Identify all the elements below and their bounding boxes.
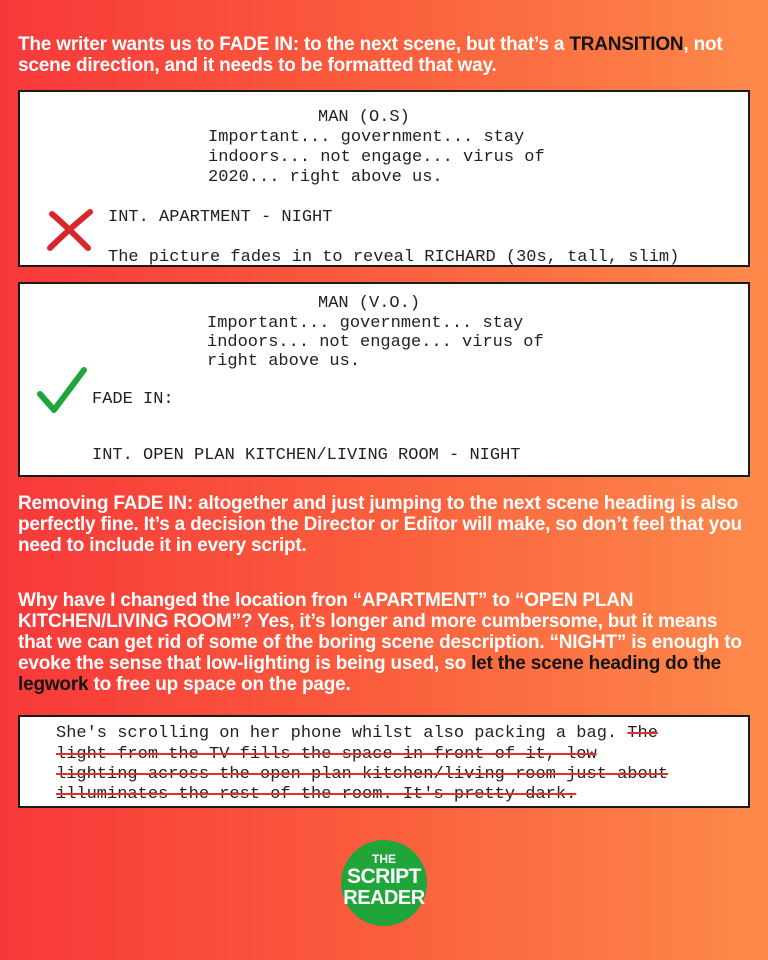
struck-action-line: illuminates the rest of the room. It's pretty dark. [56, 785, 577, 804]
scene-heading: INT. OPEN PLAN KITCHEN/LIVING ROOM - NIGHT [92, 446, 521, 465]
script-example-wrong [18, 90, 750, 267]
paragraph-location-change [18, 590, 754, 695]
script-reader-logo [341, 840, 427, 926]
transition-line: FADE IN: [92, 390, 174, 409]
logo-line-script: SCRIPT [346, 865, 421, 888]
intro-text-2: , not scene direction, and it needs to be formatted that way. [18, 34, 723, 76]
red-cross-icon [46, 208, 94, 252]
intro-text-1: The writer wants us to FADE IN: to the next scene, but that’s a [18, 34, 570, 55]
logo-line-the: THE [372, 852, 396, 866]
character-cue: MAN (V.O.) [318, 294, 421, 313]
dialogue-line: Important... government... stay [208, 128, 525, 147]
dialogue-line: Important... government... stay [207, 314, 524, 333]
character-cue: MAN (O.S) [318, 108, 410, 127]
dialogue-line: 2020... right above us. [208, 168, 443, 187]
dialogue-line: indoors... not engage... virus of [208, 148, 545, 167]
intro-highlight: TRANSITION [569, 34, 684, 55]
action-line: The picture fades in to reveal RICHARD (30s, tall, slim) [108, 248, 680, 267]
paragraph3-highlight: let the scene heading do the legwork [18, 653, 721, 695]
intro-paragraph [18, 34, 754, 76]
logo-line-reader: READER [343, 887, 425, 909]
struck-action-line: lighting across the open plan kitchen/living room just about [56, 765, 669, 784]
paragraph-fade-in-optional: Removing FADE IN: altogether and just jumping to the next scene heading is also perfectly fine. It’s a decision the Director or Editor will make, so don’t feel that you need to include it in every script. [18, 493, 742, 556]
struck-action-line: light from the TV fills the space in front of it, low [56, 745, 597, 764]
dialogue-line: right above us. [207, 352, 361, 371]
paragraph3-text-1: Why have I changed the location fron “APARTMENT” to “OPEN PLAN KITCHEN/LIVING ROOM”? Yes, it’s longer and more cumbersome, but it means that we can get rid of some of the boring scene description. “NIGHT” is enough to evoke the sense that low-lighting is being used, so [18, 590, 742, 674]
dialogue-line: indoors... not engage... virus of [207, 333, 544, 352]
scene-heading: INT. APARTMENT - NIGHT [108, 208, 333, 227]
struck-text: The [627, 724, 658, 743]
script-example-right [18, 282, 750, 477]
script-example-action [18, 715, 750, 808]
green-check-icon [36, 364, 88, 418]
action-line-kept [56, 724, 658, 744]
kept-text: She's scrolling on her phone whilst also packing a bag. [56, 724, 618, 743]
paragraph3-text-2: to free up space on the page. [88, 674, 351, 695]
